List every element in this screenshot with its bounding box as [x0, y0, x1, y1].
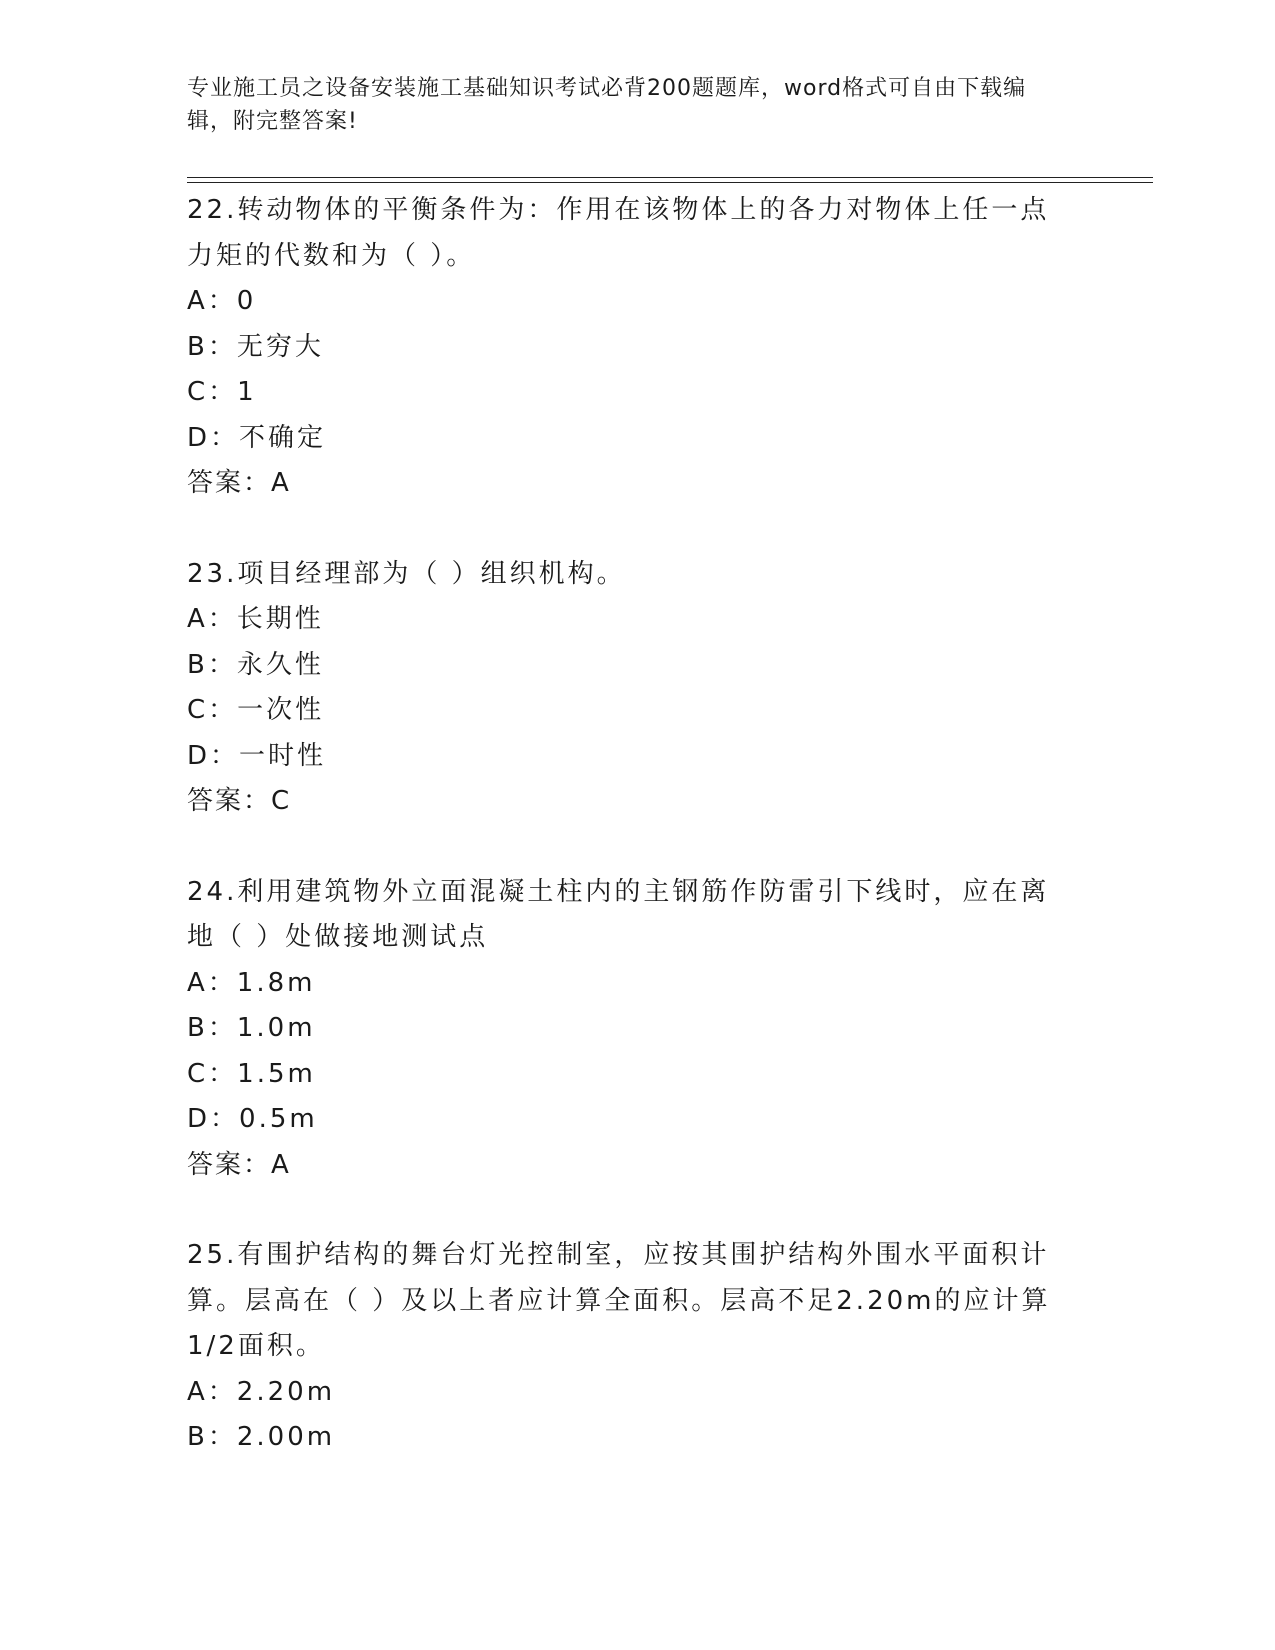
question-stem: 22.转动物体的平衡条件为：作用在该物体上的各力对物体上任一点力矩的代数和为（ ）。 [187, 195, 1050, 271]
option-text: 2.20m [236, 1376, 336, 1407]
header-divider-top [187, 177, 1153, 178]
question-stem: 24.利用建筑物外立面混凝土柱内的主钢筋作防雷引下线时，应在离地（ ）处做接地测试点 [187, 876, 1050, 952]
option-text: 不确定 [239, 422, 327, 453]
option-text: 长期性 [236, 604, 324, 634]
answer-line [187, 1143, 1077, 1189]
option-text: 1.5m [237, 1058, 316, 1089]
answer-value: A [271, 1149, 291, 1180]
question-stem: 23.项目经理部为（ ）组织机构。 [187, 558, 626, 589]
option-label: A： [187, 967, 237, 998]
option-b [187, 1415, 1077, 1461]
answer-line [187, 779, 1077, 825]
answer-value: A [271, 468, 291, 498]
question-22 [187, 188, 1077, 507]
option-b [187, 325, 1077, 371]
option-text: 0.5m [239, 1104, 318, 1134]
option-label: C： [187, 1058, 238, 1089]
option-text: 2.00m [236, 1422, 336, 1452]
option-d [187, 416, 1077, 462]
option-a [187, 597, 1077, 643]
option-label: A： [187, 286, 237, 316]
option-label: D： [187, 1104, 240, 1134]
option-label: B： [187, 649, 237, 680]
header-divider-bottom [187, 182, 1153, 183]
option-text: 1 [237, 377, 257, 407]
option-text: 1.0m [236, 1013, 316, 1043]
question-list [187, 188, 1077, 1506]
option-label: C： [187, 695, 238, 725]
option-a [187, 279, 1077, 325]
option-c [187, 370, 1077, 416]
option-c [187, 688, 1077, 734]
option-d [187, 1097, 1077, 1143]
option-text: 无穷大 [236, 331, 324, 362]
question-23 [187, 552, 1077, 825]
option-b [187, 1006, 1077, 1052]
option-label: B： [187, 331, 237, 362]
question-stem: 25.有围护结构的舞台灯光控制室，应按其围护结构外围水平面积计算。层高在（ ）及以上者应计算全面积。层高不足2.20m的应计算1/2面积。 [187, 1240, 1051, 1361]
option-text: 一次性 [237, 695, 325, 725]
question-25 [187, 1233, 1077, 1461]
option-text: 0 [236, 286, 257, 316]
answer-label: 答案： [187, 1149, 272, 1180]
option-b [187, 643, 1077, 689]
option-d [187, 734, 1077, 780]
option-label: D： [187, 422, 240, 453]
option-text: 1.8m [236, 967, 316, 998]
option-c [187, 1052, 1077, 1098]
option-label: A： [187, 1376, 237, 1407]
document-header: 专业施工员之设备安装施工基础知识考试必背200题题库，word格式可自由下载编辑，附完整答案! [187, 76, 1027, 134]
option-text: 永久性 [236, 649, 324, 680]
option-a [187, 961, 1077, 1007]
answer-value: C [271, 786, 292, 816]
option-label: C： [187, 377, 238, 407]
option-a [187, 1370, 1077, 1416]
question-24 [187, 870, 1077, 1189]
option-label: B： [187, 1013, 237, 1043]
answer-label: 答案： [187, 786, 272, 816]
answer-line [187, 461, 1077, 507]
option-label: D： [187, 740, 240, 771]
option-label: B： [187, 1422, 237, 1452]
option-text: 一时性 [239, 740, 327, 771]
option-label: A： [187, 604, 237, 634]
answer-label: 答案： [187, 468, 272, 498]
